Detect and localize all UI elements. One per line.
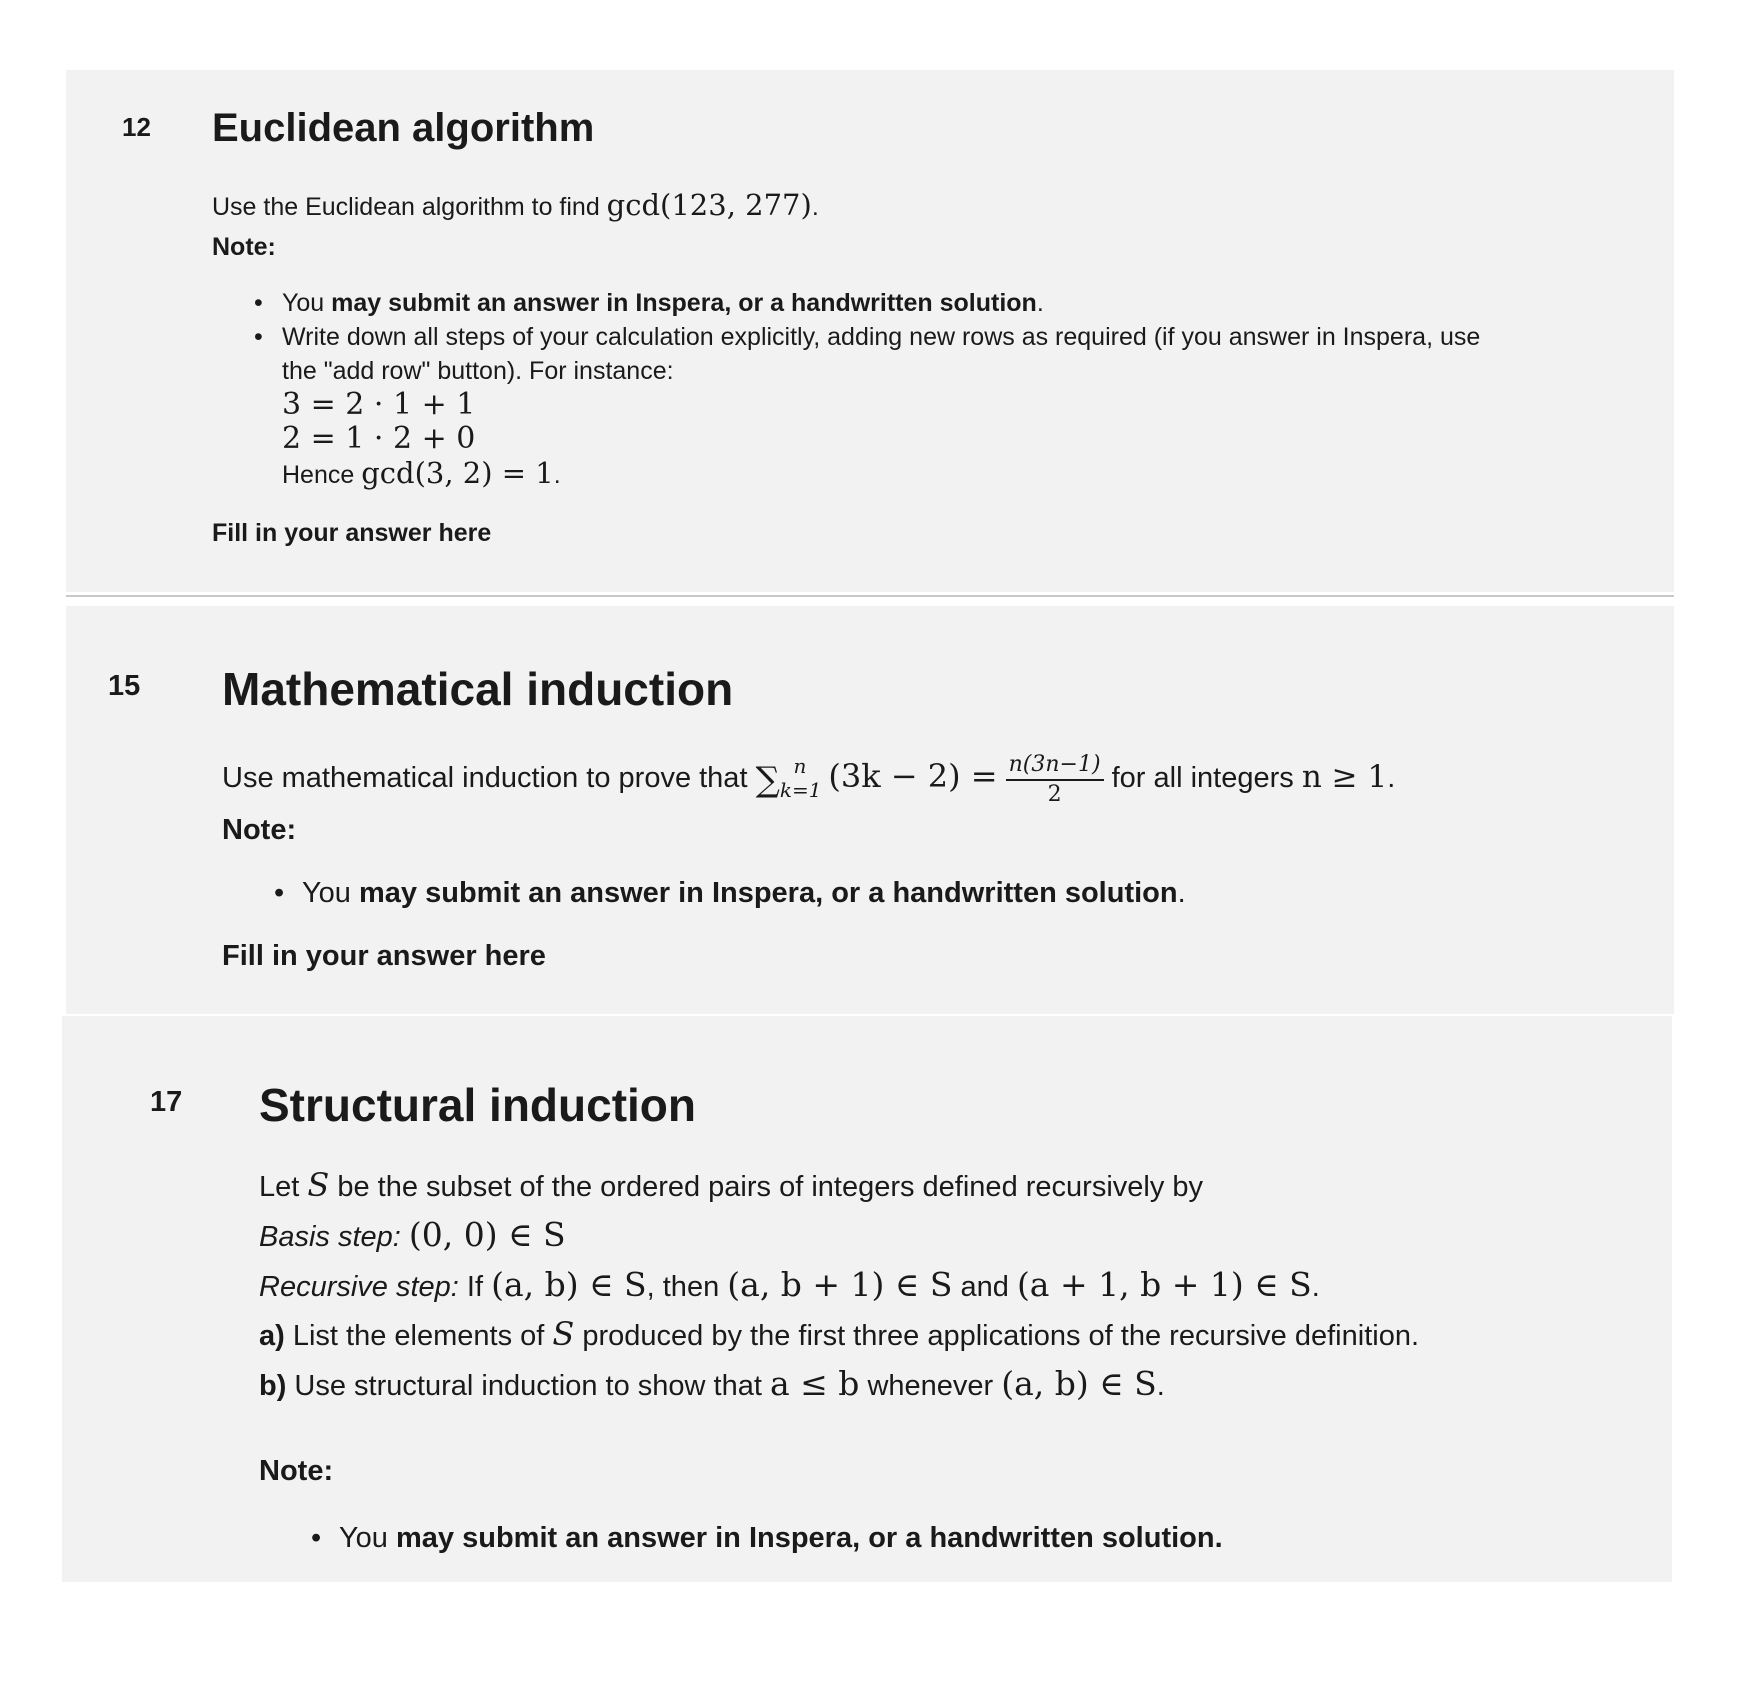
question-body [212,188,1652,550]
note-label: Note: [222,814,297,846]
question-number: 17 [150,1086,183,1118]
question-12-panel [66,70,1674,592]
divider [66,595,1674,597]
intro-line: Use mathematical induction to prove that $\sum_{k=1}^n$ (3k − 2) = $\frac{n(3n-1)}{2}$ for all integers n ≥ 1. [222,751,1396,807]
intro-line: Use the Euclidean algorithm to find gcd(123, 277). [212,188,819,222]
example-row: 2 = 1 · 2 + 0 [282,421,476,456]
example-conclusion: Hence gcd(3, 2) = 1. [282,456,561,490]
question-title: Euclidean algorithm [212,106,595,150]
note-list [274,877,1652,910]
example-row: 3 = 2 · 1 + 1 [282,387,476,422]
question-title: Structural induction [259,1079,696,1131]
fraction: $\frac{n(3n-1)}{2}$ [1006,752,1104,808]
recursive-step: Recursive step: If (a, b) ∈ S, then (a, b + 1) ∈ S and (a + 1, b + 1) ∈ S. [259,1265,1320,1304]
question-body [259,1162,1659,1562]
note-label: Note: [259,1455,334,1487]
sum-symbol: ∑ [755,760,780,800]
note-label: Note: [212,233,276,261]
list-item: • You may submit an answer in Inspera, or a handwritten solution. [311,1522,1223,1554]
question-17-panel [62,1016,1672,1582]
list-item: • Write down all steps of your calculation explicitly, adding new rows as required (if you answer in Inspera, use the "add row" button). For instance: 3 = 2 · 1 + 1 2 = 1 · 2 + 0 Hence gcd(3, 2) = 1. [282,320,1652,492]
basis-step: Basis step: (0, 0) ∈ S [259,1215,566,1254]
fill-answer-label: Fill in your answer here [222,940,546,972]
question-body [222,746,1652,973]
question-number: 15 [108,670,141,702]
list-item: • You may submit an answer in Inspera, or a handwritten solution. [254,289,1044,317]
definition-line: Let S be the subset of the ordered pairs of integers defined recursively by [259,1166,1204,1204]
question-15-panel [66,606,1674,1014]
part-a: a) List the elements of S produced by the first three applications of the recursive definition. [259,1315,1420,1353]
question-number: 12 [122,112,151,142]
note-list [311,1515,1659,1562]
note-list [254,286,1652,492]
fill-answer-label: Fill in your answer here [212,519,492,547]
question-title: Mathematical induction [222,663,734,715]
list-item: • You may submit an answer in Inspera, or a handwritten solution. [274,877,1186,909]
part-b: b) Use structural induction to show that a ≤ b whenever (a, b) ∈ S. [259,1364,1165,1403]
